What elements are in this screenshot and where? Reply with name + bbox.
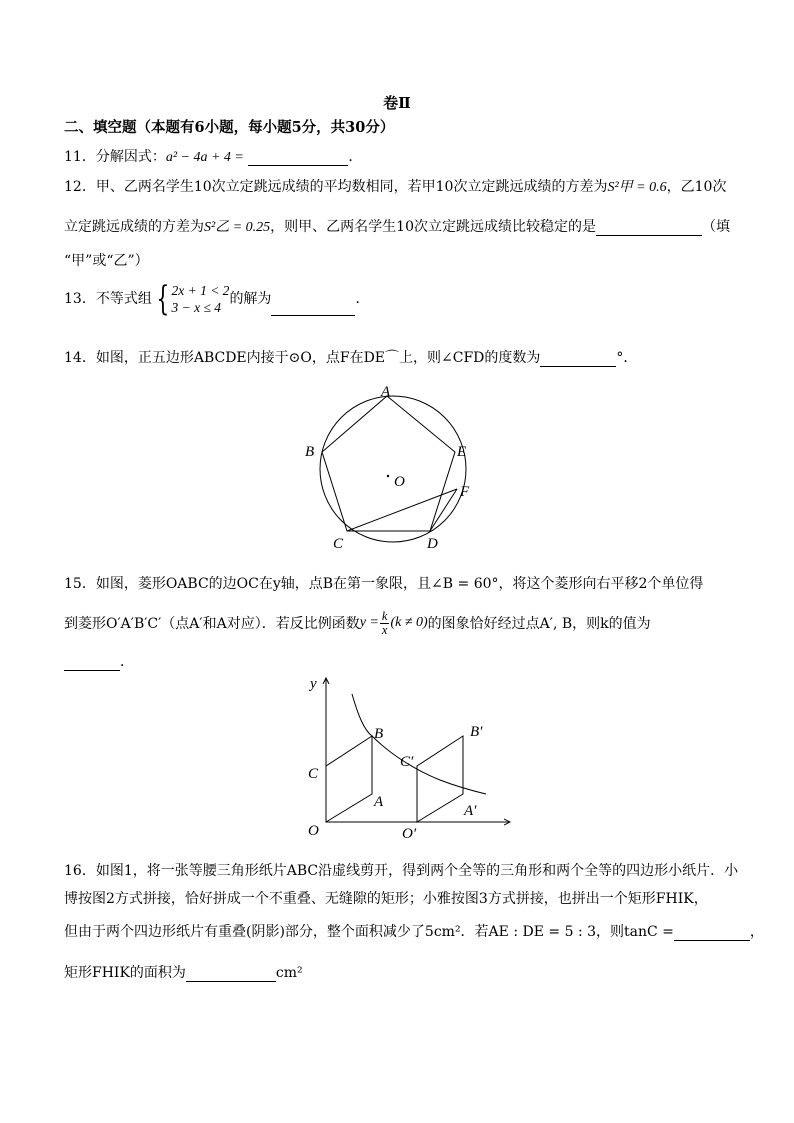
q11-number: 11．: [64, 149, 96, 165]
q16-tanc-blank[interactable]: [674, 926, 750, 941]
q12-number: 12．: [64, 179, 96, 195]
rhombus-o2a2b2c2: [417, 736, 463, 822]
circle-o: [320, 396, 466, 542]
figure-14-pentagon: [295, 380, 495, 555]
question-15-line1: [64, 573, 703, 593]
q11-expression: a² − 4a + 4 =: [165, 150, 244, 165]
question-13: [64, 279, 370, 319]
q13-inequality-1: 2x + 1 < 2: [171, 283, 230, 298]
q15-y-eq: y =: [359, 615, 379, 630]
q16-line1: 如图1，将一张等腰三角形纸片ABC沿虚线剪开，得到两个全等的三角形和两个全等的四边形小纸片．小: [95, 863, 739, 879]
figure-15-rhombus: [290, 670, 530, 845]
label-D: D: [427, 536, 438, 552]
label-C: C: [308, 766, 319, 782]
q12-line2-end: （填: [701, 219, 730, 235]
q16-line3-end: ，: [749, 924, 764, 940]
q15-fraction: [380, 610, 390, 637]
q12-variance-yi: S²乙 = 0.25: [204, 220, 271, 235]
q15-frac-num: k: [381, 608, 388, 623]
center-dot: [387, 475, 389, 477]
label-y: y: [310, 676, 317, 692]
question-16-line4: [64, 962, 303, 982]
question-15-line3: [64, 651, 134, 671]
question-12-line2: [64, 216, 730, 236]
q14-answer-blank[interactable]: [540, 352, 616, 367]
q13-answer-blank[interactable]: [271, 301, 355, 316]
q12-answer-blank[interactable]: [596, 221, 702, 236]
question-16-line1: [64, 860, 738, 880]
q15-line1: 如图，菱形OABC的边OC在y轴，点B在第一象限，且∠B = 60°，将这个菱形向右平移2个单位得: [95, 576, 704, 592]
label-A: A: [374, 794, 384, 810]
q13-end: ．: [355, 291, 370, 307]
section-heading: 二、填空题（本题有6小题，每小题5分，共30分）: [64, 119, 395, 136]
q16-number: 16．: [64, 863, 96, 879]
q12-line1: 甲、乙两名学生10次立定跳远成绩的平均数相同，若甲10次立定跳远成绩的方差为: [95, 179, 608, 195]
q15-condition: (k ≠ 0): [390, 615, 428, 630]
question-12-line1: [64, 176, 726, 196]
label-A-prime: A′: [464, 803, 477, 819]
q14-text: 如图，正五边形ABCDE内接于⊙O，点F在DE⌒上，则∠CFD的度数为: [95, 350, 541, 366]
q12-line2: 立定跳远成绩的方差为: [64, 219, 204, 235]
label-A: A: [381, 384, 391, 400]
label-C: C: [333, 536, 344, 552]
paper-title: 卷Ⅱ: [383, 94, 411, 112]
q14-end: °．: [616, 350, 638, 366]
label-O: O: [394, 474, 405, 490]
q15-end: ．: [120, 654, 134, 670]
label-O: O: [308, 823, 319, 839]
label-B-prime: B′: [470, 724, 483, 740]
q13-inequality-system: [152, 279, 230, 319]
q15-frac-den: x: [381, 622, 388, 637]
q16-line4a: 矩形FHIK的面积为: [64, 965, 186, 981]
rhombus-oabc: [326, 736, 372, 822]
q14-number: 14．: [64, 350, 96, 366]
q16-unit: cm²: [275, 965, 303, 981]
q12-line1-end: ，乙10次: [666, 179, 727, 195]
q15-answer-blank[interactable]: [64, 656, 120, 671]
q15-line2a: 到菱形O′A′B′C′（点A′和A对应）．若反比例函数: [64, 616, 360, 632]
q12-line2-mid: ，则甲、乙两名学生10次立定跳远成绩比较稳定的是: [270, 219, 596, 235]
q13-text2: 的解为: [229, 291, 272, 307]
label-F: F: [460, 484, 470, 500]
q15-line2b: 的图象恰好经过点A′, B，则k的值为: [427, 616, 651, 632]
q13-brace: {: [156, 279, 170, 319]
q13-inequality-2: 3 − x ≤ 4: [171, 300, 221, 315]
q16-area-blank[interactable]: [186, 967, 276, 982]
label-O-prime: O′: [402, 826, 417, 842]
question-15-line2: [64, 608, 651, 638]
question-11: [64, 146, 362, 166]
q13-text: 不等式组: [95, 291, 152, 307]
q11-end: ．: [348, 149, 363, 165]
q11-answer-blank[interactable]: [248, 151, 348, 166]
label-B: B: [305, 444, 315, 460]
question-12-line3: “甲”或“乙”）: [64, 253, 149, 269]
q12-variance-jia: S²甲 = 0.6: [607, 180, 667, 195]
question-16-line3: [64, 921, 764, 941]
q16-line3a: 但由于两个四边形纸片有重叠(阴影)部分，整个面积减少了5cm²．若AE : DE = 5 : 3，则tanC =: [64, 924, 674, 940]
q15-number: 15．: [64, 576, 96, 592]
label-C-prime: C′: [400, 754, 414, 770]
question-14: [64, 347, 637, 367]
q11-text: 分解因式：: [95, 149, 166, 165]
question-16-line2: 博按图2方式拼接，恰好拼成一个不重叠、无缝隙的矩形；小雅按图3方式拼接，也拼出一个矩形FHIK，: [64, 891, 708, 907]
label-E: E: [457, 444, 467, 460]
q13-number: 13．: [64, 291, 96, 307]
label-B: B: [374, 726, 384, 742]
